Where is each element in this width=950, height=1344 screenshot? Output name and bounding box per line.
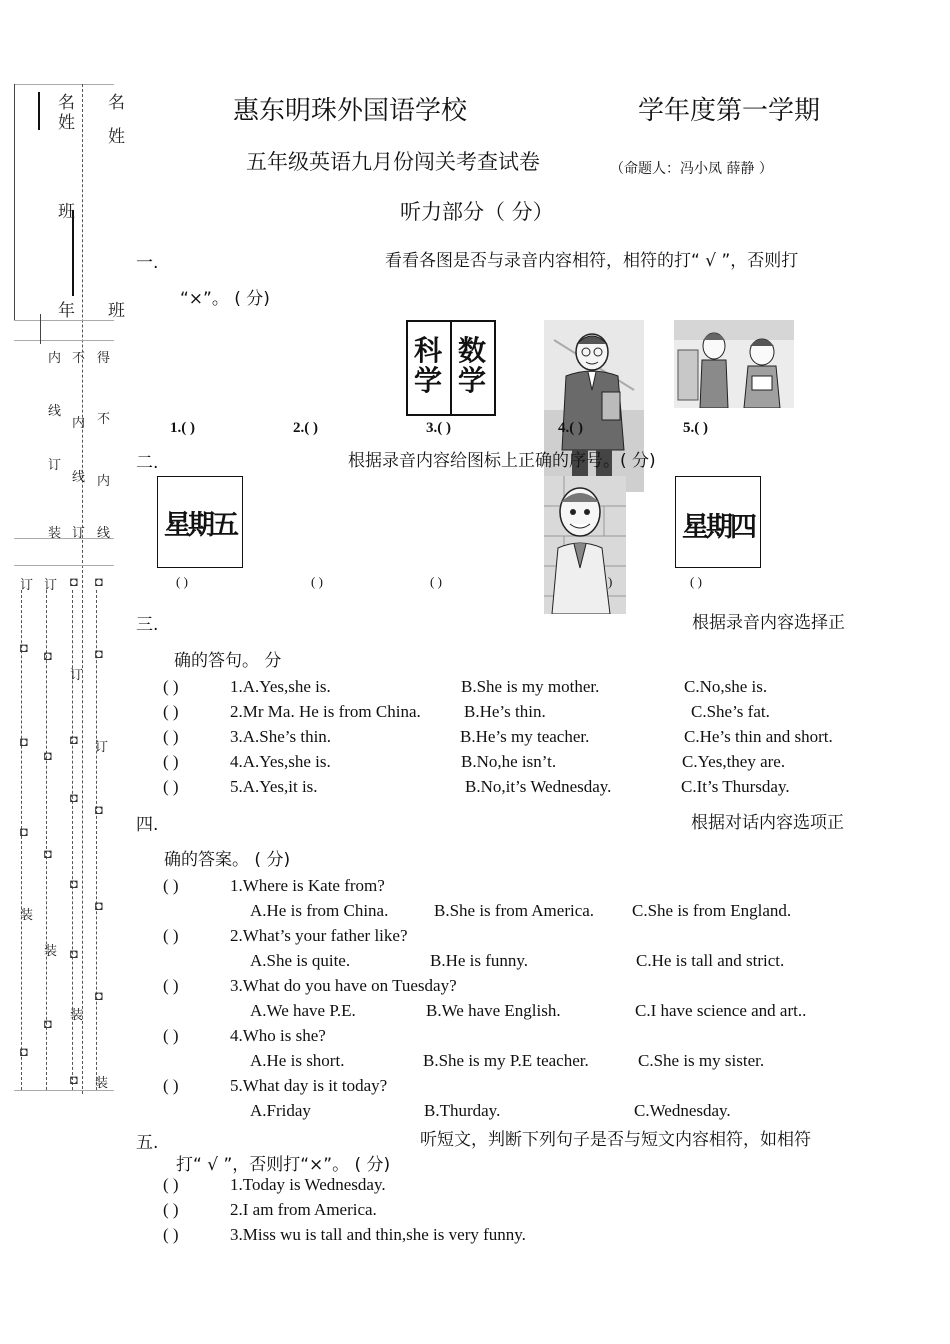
option-b: B.We have English.	[426, 1001, 561, 1020]
statement-text: 3.Miss wu is tall and thin,she is very funny.	[230, 1225, 526, 1244]
margin-warning-char: 得	[97, 350, 111, 365]
section-1-number: 一.	[136, 253, 159, 273]
option-c: C.Wednesday.	[634, 1101, 731, 1120]
section-4-number: 四.	[136, 815, 159, 835]
margin-grade-label: 年	[58, 301, 75, 320]
option-b: B.She is my mother.	[461, 677, 600, 696]
option-a: A.He is short.	[250, 1051, 345, 1070]
section-5-instruction: 听短文，判断下列句子是否与短文内容相符，如相符	[420, 1130, 811, 1150]
option-c: C.Yes,they are.	[682, 752, 786, 771]
section-2-answer-3[interactable]: ( )	[430, 574, 442, 589]
binding-hole-icon: ◘	[70, 876, 78, 891]
binding-hole-icon: ◘	[70, 946, 78, 961]
subject-book-picture	[406, 320, 496, 416]
option-b: B.She is from America.	[434, 901, 595, 920]
option-a: A.She is quite.	[250, 951, 351, 970]
section-1-answer-2[interactable]: 2.( )	[293, 420, 318, 436]
binding-hole-icon: ◘	[95, 646, 103, 661]
exam-authors: （命题人：冯小凤 薛静 ）	[610, 161, 773, 177]
margin-class-label: 班	[108, 301, 125, 320]
answer-paren[interactable]: ( )	[163, 702, 179, 721]
section-2-number: 二.	[136, 453, 159, 473]
binding-hole-icon: ◘	[44, 1016, 52, 1031]
option-a: 4.A.Yes,she is.	[230, 752, 331, 771]
answer-paren[interactable]: ( )	[163, 976, 179, 995]
option-c: C.No,she is.	[684, 677, 768, 696]
margin-rule	[40, 314, 41, 344]
binding-char: 装	[44, 943, 58, 958]
section-5-number: 五.	[136, 1133, 159, 1153]
margin-warning-char: 订	[48, 457, 62, 472]
margin-name-label: 姓	[58, 113, 75, 132]
answer-paren[interactable]: ( )	[163, 1225, 179, 1244]
margin-rule	[14, 84, 15, 320]
margin-rule	[14, 340, 114, 341]
section-5-instruction-cont: 打“ √ ”，否则打“×”。 ( 分)	[176, 1155, 391, 1175]
option-c: C.She is my sister.	[638, 1051, 765, 1070]
thursday-label: 星期四	[682, 512, 754, 543]
school-name: 惠东明珠外国语学校	[233, 96, 468, 126]
option-b: B.He is funny.	[430, 951, 529, 970]
margin-rule	[14, 84, 114, 85]
listening-heading: 听力部分（ 分）	[400, 200, 554, 224]
answer-paren[interactable]: ( )	[163, 876, 179, 895]
section-1-answer-4[interactable]: 4.( )	[558, 420, 583, 436]
man-picture	[544, 476, 626, 614]
margin-warning-char: 装	[48, 525, 62, 540]
margin-warning-char: 内	[97, 473, 111, 488]
answer-paren[interactable]: ( )	[163, 926, 179, 945]
question-text: 5.What day is it today?	[230, 1076, 388, 1095]
answer-paren[interactable]: ( )	[163, 1076, 179, 1095]
binding-char: 订	[70, 667, 84, 682]
binding-hole-icon: ◘	[95, 898, 103, 913]
option-c: C.She is from England.	[632, 901, 792, 920]
option-a: 1.A.Yes,she is.	[230, 677, 331, 696]
friday-label: 星期五	[164, 510, 236, 541]
answer-paren[interactable]: ( )	[163, 727, 179, 746]
binding-line	[21, 590, 22, 1090]
margin-class-label: 班	[58, 202, 75, 221]
binding-char: 订	[20, 577, 34, 592]
answer-paren[interactable]: ( )	[163, 777, 179, 796]
section-1-answer-3[interactable]: 3.( )	[426, 420, 451, 436]
option-b: B.He’s my teacher.	[460, 727, 590, 746]
margin-name-label: 名	[108, 93, 125, 112]
margin-warning-char: 线	[48, 403, 62, 418]
binding-hole-icon: ◘	[44, 648, 52, 663]
option-c: C.She’s fat.	[691, 702, 770, 721]
question-text: 3.What do you have on Tuesday?	[230, 976, 457, 995]
binding-line	[46, 590, 47, 1090]
margin-warning-char: 订	[72, 525, 86, 540]
binding-hole-icon: ◘	[70, 732, 78, 747]
binding-hole-icon: ◘	[44, 748, 52, 763]
section-1-instruction: 看看各图是否与录音内容相符，相符的打“ √ ”，否则打	[385, 251, 799, 271]
binding-hole-icon: ◘	[95, 802, 103, 817]
answer-paren[interactable]: ( )	[163, 1026, 179, 1045]
question-text: 2.What’s your father like?	[230, 926, 408, 945]
section-2-answer-1[interactable]: ( )	[176, 574, 188, 589]
section-3-instruction: 根据录音内容选择正	[692, 613, 845, 633]
binding-hole-icon: ◘	[70, 574, 78, 589]
binding-char: 装	[20, 907, 34, 922]
option-a: 3.A.She’s thin.	[230, 727, 332, 746]
answer-paren[interactable]: ( )	[163, 1200, 179, 1219]
friday-sign-picture	[157, 476, 243, 568]
school-term: 学年度第一学期	[638, 96, 821, 126]
binding-hole-icon: ◘	[20, 640, 28, 655]
margin-warning-char: 内	[72, 415, 86, 430]
section-4-instruction-cont: 确的答案。 ( 分)	[164, 850, 291, 870]
binding-hole-icon: ◘	[44, 846, 52, 861]
option-b: B.She is my P.E teacher.	[423, 1051, 589, 1070]
binding-char: 订	[95, 739, 109, 754]
margin-warning-char: 线	[97, 525, 111, 540]
margin-warning-char: 不	[72, 350, 86, 365]
option-a: 5.A.Yes,it is.	[230, 777, 318, 796]
margin-warning-char: 内	[48, 350, 62, 365]
section-2-instruction: 根据录音内容给图标上正确的序号。( 分)	[348, 451, 656, 471]
cut-line	[82, 84, 83, 1094]
option-b: B.He’s thin.	[464, 702, 546, 721]
students-picture	[674, 320, 794, 408]
margin-name-label: 姓	[108, 127, 125, 146]
option-c: C.It’s Thursday.	[681, 777, 790, 796]
binding-hole-icon: ◘	[20, 734, 28, 749]
section-2-answer-4[interactable]: )	[608, 574, 613, 589]
statement-text: 1.Today is Wednesday.	[230, 1175, 386, 1194]
binding-hole-icon: ◘	[70, 790, 78, 805]
answer-paren[interactable]: ( )	[163, 1175, 179, 1194]
statement-text: 2.I am from America.	[230, 1200, 377, 1219]
binding-hole-icon: ◘	[95, 574, 103, 589]
option-c: C.He’s thin and short.	[684, 727, 833, 746]
answer-paren[interactable]: ( )	[163, 677, 179, 696]
option-b: B.No,he isn’t.	[461, 752, 557, 771]
option-a: A.He is from China.	[250, 901, 389, 920]
option-a: A.We have P.E.	[250, 1001, 356, 1020]
book-divider	[450, 322, 452, 414]
margin-warning-char: 不	[97, 411, 111, 426]
section-3-instruction-cont: 确的答句。 分	[174, 651, 282, 671]
section-1-answer-1[interactable]: 1.( )	[170, 420, 195, 436]
option-a: 2.Mr Ma. He is from China.	[230, 702, 421, 721]
margin-warning-char: 线	[72, 469, 86, 484]
option-c: C.I have science and art..	[635, 1001, 807, 1020]
margin-rule	[72, 210, 74, 296]
binding-hole-icon: ◘	[20, 824, 28, 839]
section-2-answer-2[interactable]: ( )	[311, 574, 323, 589]
section-1-instruction-cont: “×”。 ( 分)	[180, 289, 270, 309]
section-4-instruction: 根据对话内容选项正	[691, 813, 844, 833]
binding-char: 装	[95, 1075, 109, 1090]
margin-name-label: 名	[58, 93, 75, 112]
binding-char: 订	[44, 577, 58, 592]
thursday-sign-picture	[675, 476, 761, 568]
option-b: B.No,it’s Wednesday.	[465, 777, 612, 796]
margin-rule	[14, 565, 114, 566]
binding-line	[96, 590, 97, 1090]
binding-hole-icon: ◘	[20, 1044, 28, 1059]
math-label: 数学	[458, 334, 487, 397]
section-3-number: 三.	[136, 615, 159, 635]
question-text: 1.Where is Kate from?	[230, 876, 385, 895]
binding-hole-icon: ◘	[95, 988, 103, 1003]
section-1-answer-5[interactable]: 5.( )	[683, 420, 708, 436]
option-c: C.He is tall and strict.	[636, 951, 785, 970]
option-b: B.Thurday.	[424, 1101, 501, 1120]
section-2-answer-5[interactable]: ( )	[690, 574, 702, 589]
binding-hole-icon: ◘	[70, 1072, 78, 1087]
option-a: A.Friday	[250, 1101, 311, 1120]
binding-char: 装	[70, 1007, 84, 1022]
science-label: 科学	[414, 334, 443, 397]
question-text: 4.Who is she?	[230, 1026, 326, 1045]
margin-rule	[38, 92, 40, 130]
answer-paren[interactable]: ( )	[163, 752, 179, 771]
exam-title: 五年级英语九月份闯关考查试卷	[246, 150, 540, 174]
